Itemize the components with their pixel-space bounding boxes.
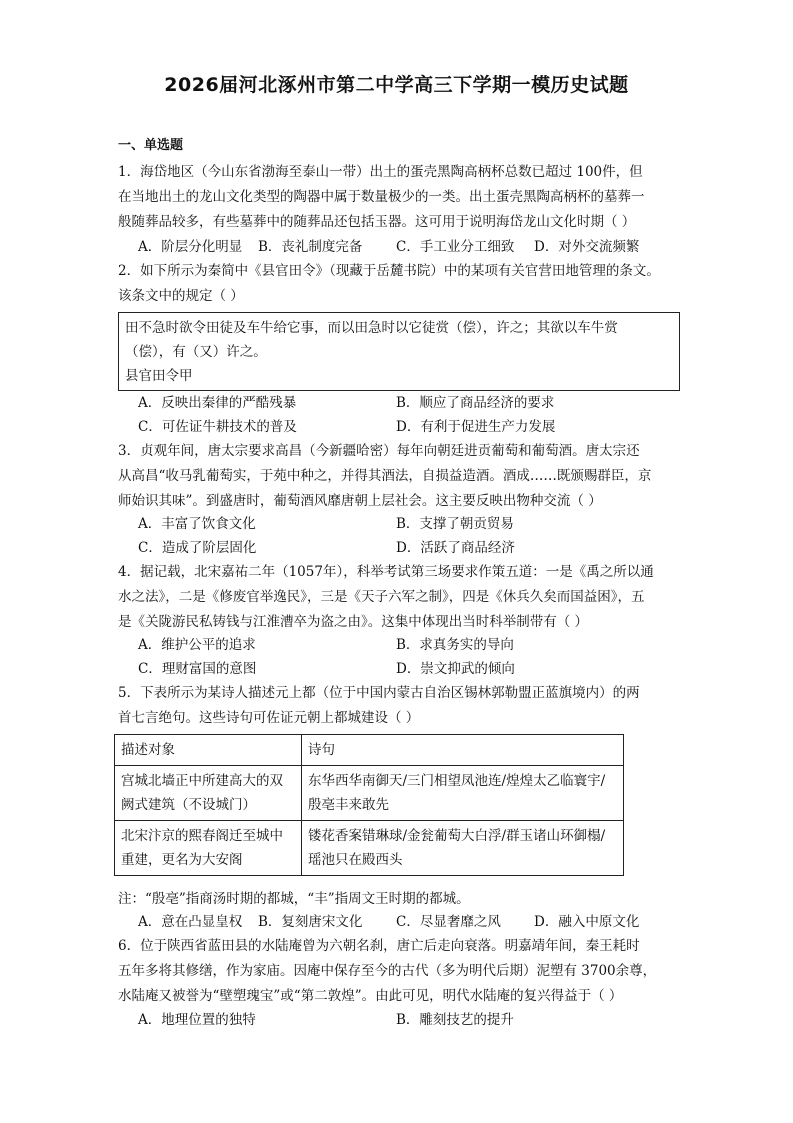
table-row bbox=[115, 766, 624, 821]
table-row bbox=[115, 821, 624, 876]
option-a[interactable]: A．丰富了饮食文化 bbox=[138, 516, 256, 532]
option-b[interactable]: B．复刻唐宋文化 bbox=[258, 914, 363, 930]
option-d[interactable]: D．融入中原文化 bbox=[534, 914, 640, 930]
page-title: 2026届河北涿州市第二中学高三下学期一模历史试题 bbox=[164, 74, 629, 96]
question-line: 2．如下所示为秦简中《县官田令》（现藏于岳麓书院）中的某项有关官营田地管理的条文。 bbox=[118, 263, 660, 279]
section-heading: 一、单选题 bbox=[118, 138, 184, 153]
question-2-source-box bbox=[118, 312, 680, 391]
source-line: 田不急时欲令田徒及车牛给它事，而以田急时以它徒赏（偿），许之；其欲以车牛赏 bbox=[125, 320, 618, 336]
table-header-cell: 描述对象 bbox=[115, 735, 302, 766]
table-cell: 宫城北墙正中所建高大的双阙式建筑（不设城门） bbox=[115, 766, 302, 821]
question-4-stem bbox=[118, 560, 688, 635]
question-line: 首七言绝句。这些诗句可佐证元朝上都城建设（ ） bbox=[118, 710, 420, 726]
question-1-options bbox=[138, 235, 698, 259]
option-b[interactable]: B．雕刻技艺的提升 bbox=[396, 1012, 514, 1028]
question-1-stem bbox=[118, 160, 688, 235]
option-c[interactable]: C．尽显奢靡之风 bbox=[396, 914, 501, 930]
question-5-stem bbox=[118, 681, 688, 731]
question-line: 师始识其味”。到盛唐时，葡萄酒风靡唐朝上层社会。这主要反映出物种交流（ ） bbox=[118, 493, 602, 509]
option-b[interactable]: B．求真务实的导向 bbox=[396, 637, 514, 653]
option-b[interactable]: B．丧礼制度完备 bbox=[258, 239, 363, 255]
question-line: 1．海岱地区（今山东省渤海至泰山一带）出土的蛋壳黑陶高柄杯总数已超过 100件，但 bbox=[118, 164, 643, 180]
source-line: 县官田令甲 bbox=[125, 368, 193, 384]
question-line: 4．据记载，北宋嘉祐二年（1057年），科举考试第三场要求作策五道：一是《禹之所以通 bbox=[118, 564, 654, 580]
option-c[interactable]: C．理财富国的意图 bbox=[138, 661, 257, 677]
question-line: 3．贞观年间，唐太宗要求高昌（今新疆哈密）每年向朝廷进贡葡萄和葡萄酒。唐太宗还 bbox=[118, 443, 640, 459]
question-3-options-row-1 bbox=[138, 512, 698, 536]
question-line: 6．位于陕西省蓝田县的水陆庵曾为六朝名刹，唐亡后走向衰落。明嘉靖年间，秦王耗时 bbox=[118, 938, 640, 954]
option-d[interactable]: D．有利于促进生产力发展 bbox=[396, 419, 556, 435]
option-d[interactable]: D．活跃了商品经济 bbox=[396, 540, 515, 556]
question-line: 五年多将其修缮，作为家庙。因庵中保存至今的古代（多为明代后期）泥塑有 3700余尊， bbox=[118, 963, 657, 979]
option-c[interactable]: C．造成了阶层固化 bbox=[138, 540, 257, 556]
question-6-stem bbox=[118, 934, 688, 1009]
source-line: （偿），有（又）许之。 bbox=[125, 344, 267, 360]
question-5-options bbox=[138, 910, 698, 934]
question-3-stem bbox=[118, 439, 688, 514]
table-cell: 东华西华南御天/三门相望凤池连/煌煌太乙临寰宇/殷亳丰来敢先 bbox=[302, 766, 624, 821]
question-line: 水陆庵又被誉为“壁塑瑰宝”或“第二敦煌”。由此可见，明代水陆庵的复兴得益于（ ） bbox=[118, 988, 623, 1004]
table-cell: 北宋汴京的熙春阁迁至城中重建，更名为大安阁 bbox=[115, 821, 302, 876]
question-2-stem bbox=[118, 259, 688, 309]
table-cell: 镂花香案错琳球/金瓮葡萄大白浮/群玉诸山环御榻/瑶池只在殿西头 bbox=[302, 821, 624, 876]
question-line: 该条文中的规定（ ） bbox=[118, 288, 244, 304]
question-line: 从高昌“收马乳葡萄实，于苑中种之，并得其酒法，自损益造酒。酒成……既颁赐群臣，京 bbox=[118, 468, 652, 484]
option-c[interactable]: C．可佐证牛耕技术的普及 bbox=[138, 419, 297, 435]
question-line: 在当地出土的龙山文化类型的陶器中属于数量极少的一类。出土蛋壳黑陶高柄杯的墓葬一 bbox=[118, 189, 645, 205]
question-line: 水之法》，二是《修废官举逸民》，三是《天子六军之制》，四是《休兵久矣而国益困》，五 bbox=[118, 589, 645, 605]
table-header-row bbox=[115, 735, 624, 766]
option-a[interactable]: A．维护公平的追求 bbox=[138, 637, 256, 653]
option-a[interactable]: A．意在凸显皇权 bbox=[138, 914, 243, 930]
option-b[interactable]: B．支撑了朝贡贸易 bbox=[396, 516, 514, 532]
question-2-options-row-2 bbox=[138, 415, 698, 439]
question-4-options-row-2 bbox=[138, 657, 698, 681]
option-a[interactable]: A．反映出秦律的严酷残暴 bbox=[138, 395, 297, 411]
question-line: 是《关陇游民私铸钱与江淮漕卒为盗之由》。这集中体现出当时科举制带有（ ） bbox=[118, 614, 589, 630]
option-b[interactable]: B．顺应了商品经济的要求 bbox=[396, 395, 555, 411]
question-6-options-row-1 bbox=[138, 1008, 698, 1032]
question-2-options-row-1 bbox=[138, 391, 698, 415]
option-d[interactable]: D．崇文抑武的倾向 bbox=[396, 661, 515, 677]
option-a[interactable]: A．阶层分化明显 bbox=[138, 239, 243, 255]
option-d[interactable]: D．对外交流频繁 bbox=[534, 239, 640, 255]
table-note: 注：“殷亳”指商汤时期的都城，“丰”指周文王时期的都城。 bbox=[118, 891, 470, 907]
question-4-options-row-1 bbox=[138, 633, 698, 657]
question-line: 般随葬品较多，有些墓葬中的随葬品还包括玉器。这可用于说明海岱龙山文化时期（ ） bbox=[118, 214, 636, 230]
question-line: 5．下表所示为某诗人描述元上都（位于中国内蒙古自治区锡林郭勒盟正蓝旗境内）的两 bbox=[118, 685, 640, 701]
question-3-options-row-2 bbox=[138, 536, 698, 560]
option-a[interactable]: A．地理位置的独特 bbox=[138, 1012, 256, 1028]
question-5-table bbox=[114, 734, 624, 876]
table-header-cell: 诗句 bbox=[302, 735, 624, 766]
option-c[interactable]: C．手工业分工细致 bbox=[396, 239, 515, 255]
